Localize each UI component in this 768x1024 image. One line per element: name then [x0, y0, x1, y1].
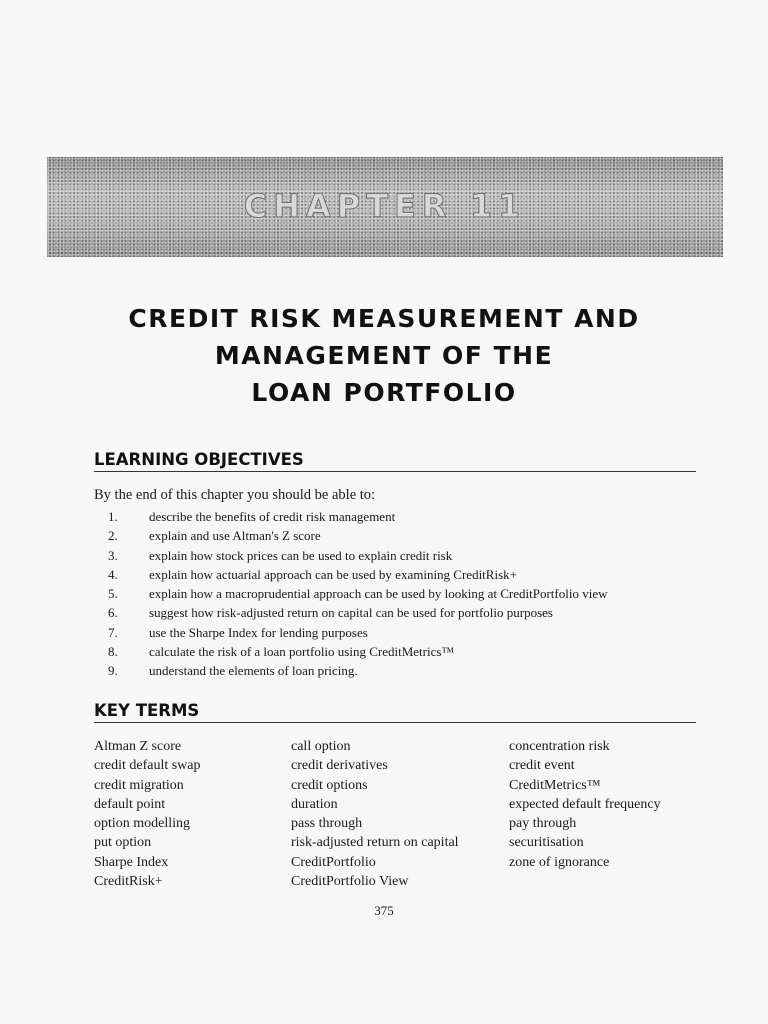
- key-term: credit default swap: [94, 758, 201, 774]
- objective-text: explain how stock prices can be used to explain credit risk: [149, 547, 453, 563]
- objective-number: 3.: [108, 547, 118, 563]
- objective-number: 6.: [108, 605, 118, 621]
- objective-text: use the Sharpe Index for lending purposes: [149, 624, 368, 640]
- objective-number: 5.: [108, 586, 118, 602]
- key-term: pay through: [509, 816, 577, 832]
- list-item: [108, 546, 607, 565]
- objective-text: explain how actuarial approach can be used by examining CreditRisk+: [149, 566, 517, 582]
- list-item: [108, 526, 607, 545]
- objective-number: 1.: [108, 509, 118, 524]
- key-term: pass through: [291, 816, 363, 832]
- page-number: 375: [374, 903, 394, 918]
- key-term: Altman Z score: [94, 739, 182, 754]
- objective-text: calculate the risk of a loan portfolio using CreditMetrics™: [149, 644, 455, 660]
- objective-number: 9.: [108, 663, 118, 679]
- key-term: credit derivatives: [291, 758, 388, 774]
- key-term: Sharpe Index: [94, 854, 169, 870]
- key-term: CreditRisk+: [94, 874, 163, 890]
- key-terms-column-1: [94, 737, 201, 891]
- key-term: concentration risk: [509, 739, 610, 754]
- key-term: default point: [94, 796, 166, 812]
- key-term: CreditPortfolio: [291, 854, 376, 870]
- key-terms-heading: KEY TERMS: [94, 701, 696, 723]
- list-item: [108, 603, 607, 622]
- key-terms-column-3: [509, 737, 661, 872]
- chapter-title-line: MANAGEMENT OF THE: [214, 341, 554, 370]
- objective-number: 4.: [108, 566, 118, 582]
- chapter-title: [84, 300, 684, 411]
- key-term: zone of ignorance: [509, 854, 610, 870]
- objectives-intro: By the end of this chapter you should be able to:: [94, 487, 376, 503]
- objective-number: 2.: [108, 528, 118, 544]
- objective-number: 7.: [108, 624, 118, 640]
- objective-text: describe the benefits of credit risk management: [149, 509, 396, 524]
- learning-objectives-heading: LEARNING OBJECTIVES: [94, 450, 696, 472]
- key-term: option modelling: [94, 816, 191, 832]
- key-term: credit options: [291, 777, 368, 793]
- list-item: [108, 642, 607, 661]
- key-term: securitisation: [509, 835, 584, 851]
- chapter-banner: [47, 157, 723, 257]
- list-item: [108, 507, 607, 526]
- list-item: [108, 623, 607, 642]
- key-term: put option: [94, 835, 152, 851]
- key-term: credit migration: [94, 777, 184, 793]
- chapter-label: CHAPTER 11: [243, 187, 527, 225]
- objective-text: understand the elements of loan pricing.: [149, 663, 358, 679]
- key-term: credit event: [509, 758, 575, 774]
- key-term: CreditPortfolio View: [291, 874, 409, 890]
- list-item: [108, 565, 607, 584]
- key-term: call option: [291, 739, 351, 754]
- key-terms-column-2: [291, 737, 459, 891]
- chapter-title-line: CREDIT RISK MEASUREMENT AND: [128, 304, 640, 333]
- key-term: CreditMetrics™: [509, 777, 601, 793]
- objective-text: suggest how risk-adjusted return on capital can be used for portfolio purposes: [149, 605, 553, 621]
- objective-text: explain and use Altman's Z score: [149, 528, 321, 544]
- key-term: expected default frequency: [509, 796, 661, 812]
- chapter-title-line: LOAN PORTFOLIO: [251, 378, 517, 407]
- objective-text: explain how a macroprudential approach can be used by looking at CreditPortfolio view: [149, 586, 608, 602]
- objectives-list: [108, 507, 607, 681]
- key-term: risk-adjusted return on capital: [291, 835, 459, 851]
- key-term: duration: [291, 796, 338, 812]
- list-item: [108, 661, 607, 680]
- objective-number: 8.: [108, 644, 118, 660]
- list-item: [108, 584, 607, 603]
